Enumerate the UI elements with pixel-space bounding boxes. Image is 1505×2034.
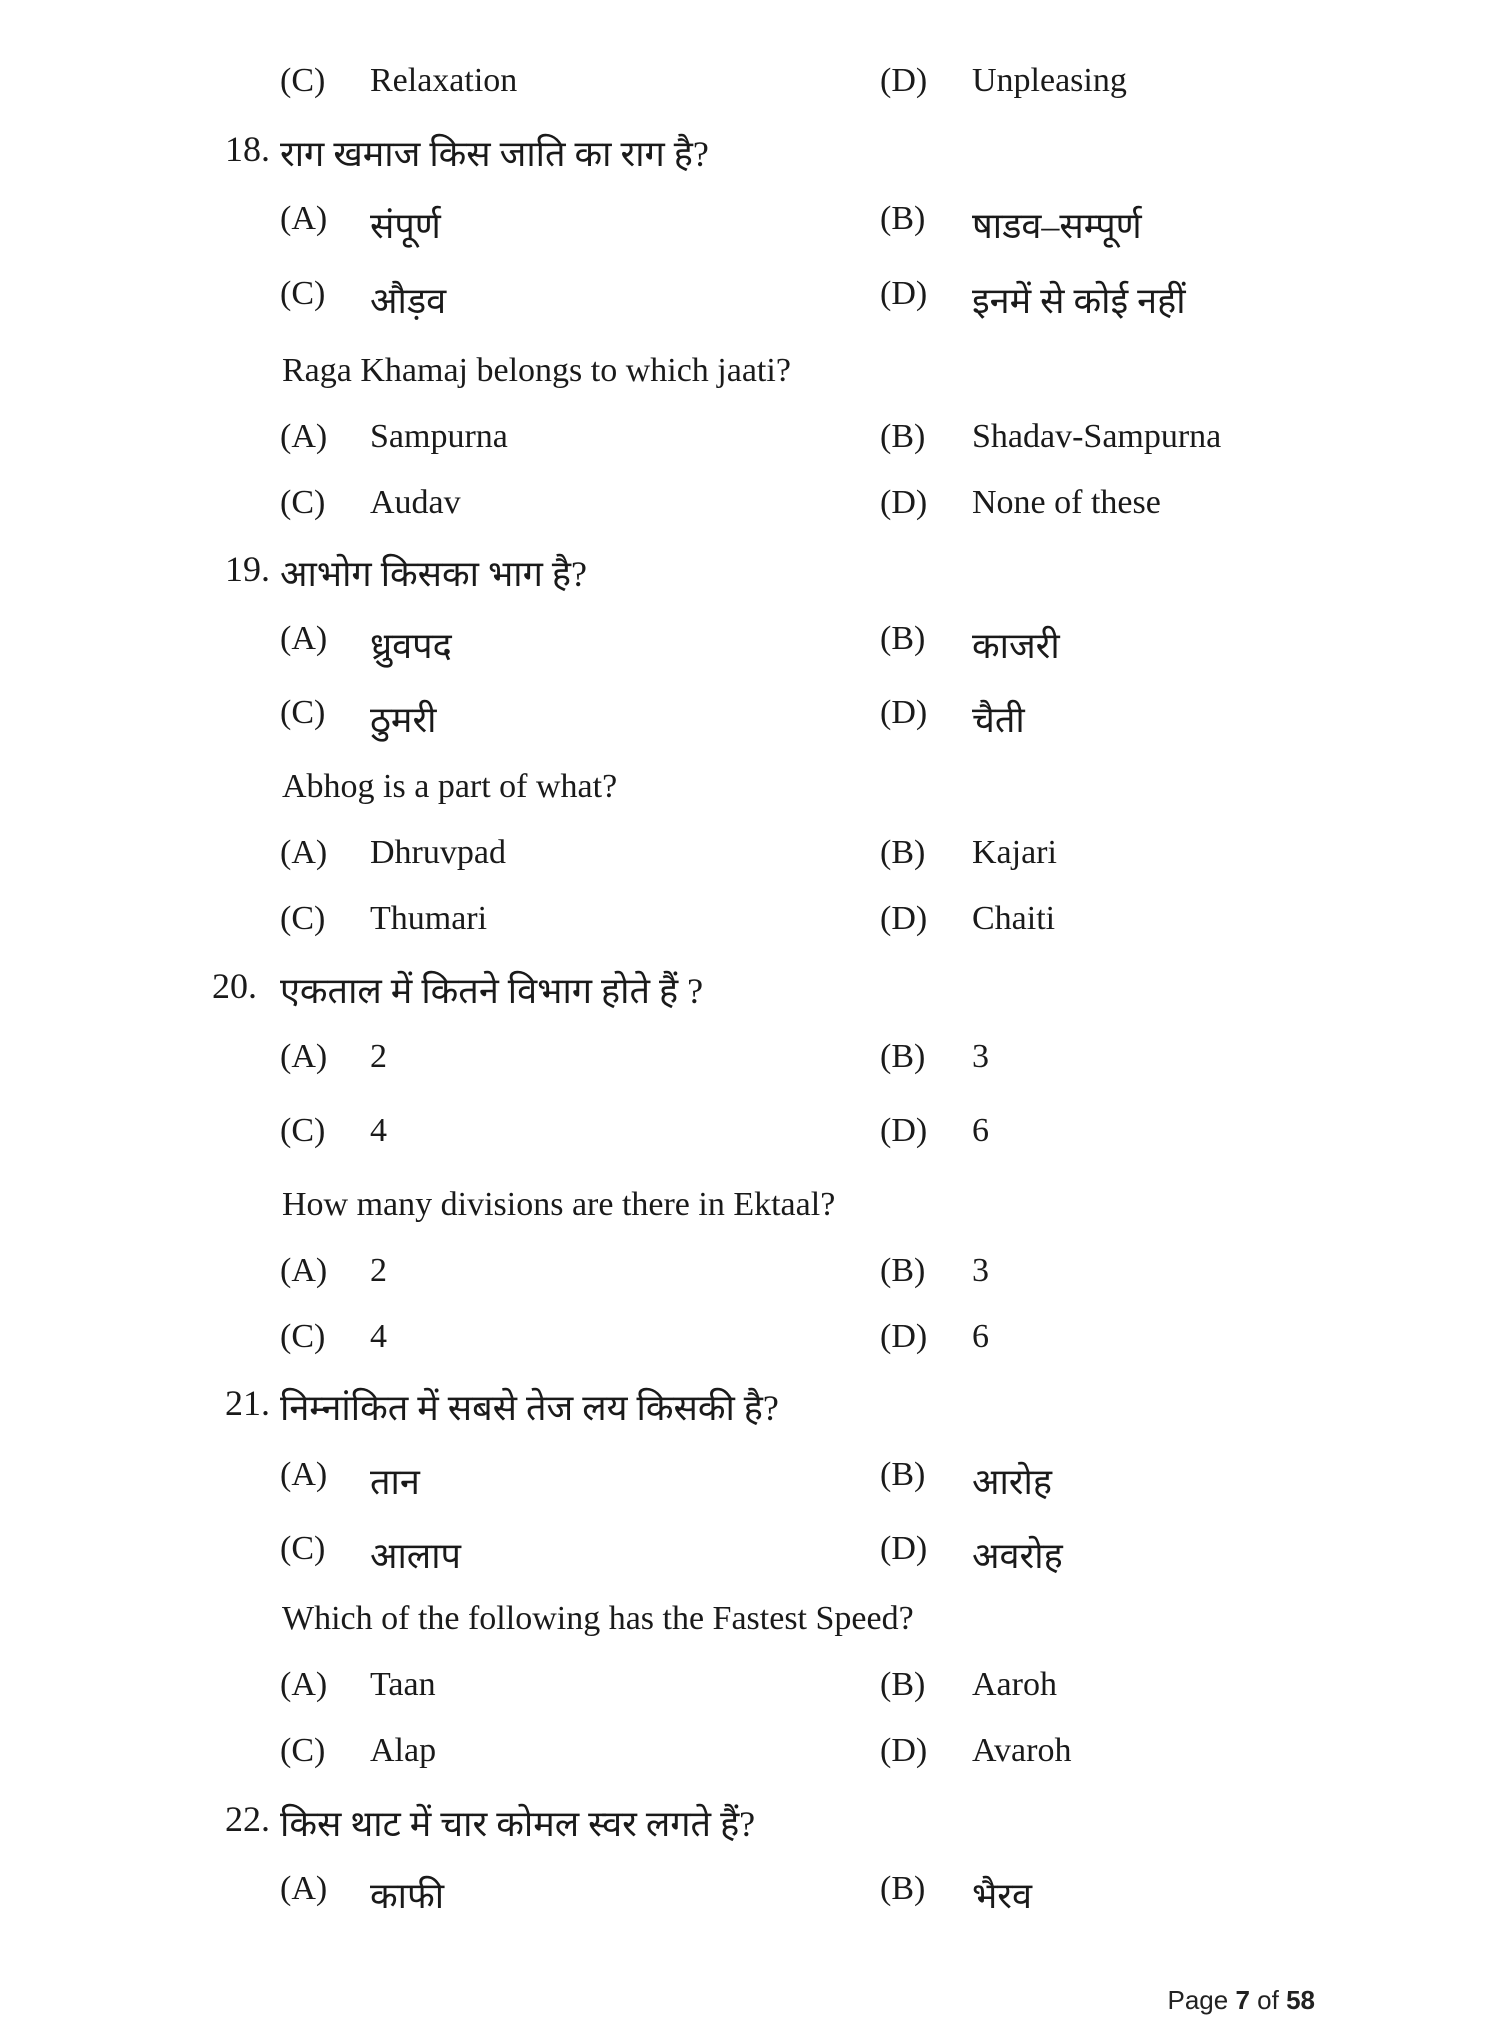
option-text: Dhruvpad (370, 834, 506, 871)
option-label: (B) (880, 1870, 926, 1907)
question-19-english (0, 768, 1505, 828)
option-row (0, 1456, 1505, 1516)
question-text-hindi: किस थाट में चार कोमल स्वर लगते हैं? (280, 1804, 756, 1844)
page-footer (1167, 1985, 1315, 2016)
question-text-hindi: एकताल में कितने विभाग होते हैं ? (280, 971, 704, 1011)
option-text: काफी (370, 1876, 445, 1916)
question-22-hindi (0, 1798, 1505, 1858)
option-label: (C) (280, 62, 326, 99)
option-text: संपूर्ण (370, 206, 441, 246)
option-text: भैरव (972, 1876, 1033, 1916)
option-text: काजरी (972, 626, 1060, 666)
question-21-hindi (0, 1382, 1505, 1442)
option-text: Chaiti (972, 900, 1056, 937)
option-label: (D) (880, 900, 928, 937)
option-row (0, 275, 1505, 335)
option-text: 2 (370, 1252, 387, 1289)
option-text: 4 (370, 1318, 387, 1355)
option-label: (C) (280, 1318, 326, 1355)
option-text: 6 (972, 1318, 989, 1355)
option-label: (B) (880, 1456, 926, 1493)
option-label: (C) (280, 275, 326, 312)
option-text: आरोह (972, 1462, 1052, 1502)
option-text: Unpleasing (972, 62, 1127, 99)
option-text: 4 (370, 1112, 387, 1149)
option-row (0, 1038, 1505, 1098)
option-row (0, 694, 1505, 754)
option-text: ठुमरी (370, 700, 437, 740)
option-label: (B) (880, 620, 926, 657)
option-label: (A) (280, 200, 328, 237)
question-18-hindi (0, 128, 1505, 188)
question-number: 22. (225, 1799, 270, 1839)
page-prefix: Page (1167, 1985, 1229, 2015)
option-row (0, 484, 1505, 544)
option-label: (B) (880, 834, 926, 871)
option-row (0, 1732, 1505, 1792)
option-text: 6 (972, 1112, 989, 1149)
option-text: आलाप (370, 1536, 461, 1576)
question-21-english (0, 1600, 1505, 1660)
option-text: Aaroh (972, 1666, 1057, 1703)
question-text-hindi: राग खमाज किस जाति का राग है? (280, 134, 709, 174)
option-row (0, 1530, 1505, 1590)
option-text: Sampurna (370, 418, 508, 455)
option-row (0, 900, 1505, 960)
option-row (0, 418, 1505, 478)
option-text: औड़व (370, 281, 447, 321)
option-text: None of these (972, 484, 1161, 521)
option-label: (A) (280, 418, 328, 455)
option-text: Relaxation (370, 62, 518, 99)
option-label: (A) (280, 1456, 328, 1493)
option-label: (B) (880, 1252, 926, 1289)
option-label: (B) (880, 200, 926, 237)
option-label: (D) (880, 1318, 928, 1355)
option-label: (C) (280, 1732, 326, 1769)
option-label: (D) (880, 1112, 928, 1149)
option-text: Avaroh (972, 1732, 1072, 1769)
option-row (0, 62, 1505, 122)
option-text: चैती (972, 700, 1025, 740)
option-text: Taan (370, 1666, 436, 1703)
option-text: षाडव–सम्पूर्ण (972, 206, 1142, 246)
option-label: (C) (280, 900, 326, 937)
option-text: तान (370, 1462, 420, 1502)
question-text-english: How many divisions are there in Ektaal? (282, 1186, 836, 1223)
question-text-english: Which of the following has the Fastest Speed? (282, 1600, 914, 1637)
page-total: 58 (1286, 1985, 1315, 2015)
option-label: (A) (280, 1038, 328, 1075)
option-row (0, 200, 1505, 260)
question-text-english: Abhog is a part of what? (282, 768, 618, 805)
option-text: Alap (370, 1732, 437, 1769)
question-20-hindi (0, 965, 1505, 1025)
question-20-english (0, 1186, 1505, 1246)
option-row (0, 1112, 1505, 1172)
option-label: (D) (880, 694, 928, 731)
option-text: Thumari (370, 900, 488, 937)
option-label: (D) (880, 62, 928, 99)
question-text-english: Raga Khamaj belongs to which jaati? (282, 352, 791, 389)
option-text: ध्रुवपद (370, 626, 452, 666)
option-text: 2 (370, 1038, 387, 1075)
option-label: (A) (280, 1252, 328, 1289)
option-row (0, 1870, 1505, 1930)
option-label: (B) (880, 1666, 926, 1703)
option-text: अवरोह (972, 1536, 1063, 1576)
option-label: (D) (880, 275, 928, 312)
option-row (0, 1318, 1505, 1378)
option-label: (A) (280, 620, 328, 657)
option-label: (A) (280, 1666, 328, 1703)
option-text: Audav (370, 484, 461, 521)
option-text: 3 (972, 1252, 989, 1289)
option-text: Shadav-Sampurna (972, 418, 1222, 455)
option-label: (A) (280, 834, 328, 871)
option-label: (D) (880, 1732, 928, 1769)
question-19-hindi (0, 548, 1505, 608)
question-number: 20. (212, 966, 257, 1006)
option-label: (C) (280, 1530, 326, 1567)
option-label: (A) (280, 1870, 328, 1907)
option-row (0, 620, 1505, 680)
option-label: (C) (280, 1112, 326, 1149)
question-number: 19. (225, 549, 270, 589)
option-label: (D) (880, 484, 928, 521)
option-label: (C) (280, 484, 326, 521)
option-text: Kajari (972, 834, 1057, 871)
page-current: 7 (1235, 1985, 1250, 2015)
option-text: 3 (972, 1038, 989, 1075)
option-row (0, 1252, 1505, 1312)
option-text: इनमें से कोई नहीं (972, 281, 1186, 321)
question-text-hindi: निम्नांकित में सबसे तेज लय किसकी है? (280, 1388, 779, 1428)
option-label: (B) (880, 1038, 926, 1075)
option-label: (D) (880, 1530, 928, 1567)
option-label: (C) (280, 694, 326, 731)
question-text-hindi: आभोग किसका भाग है? (280, 554, 587, 594)
page-of: of (1257, 1985, 1279, 2015)
option-label: (B) (880, 418, 926, 455)
option-row (0, 1666, 1505, 1726)
question-number: 21. (225, 1383, 270, 1423)
option-row (0, 834, 1505, 894)
question-18-english (0, 352, 1505, 412)
question-number: 18. (225, 129, 270, 169)
